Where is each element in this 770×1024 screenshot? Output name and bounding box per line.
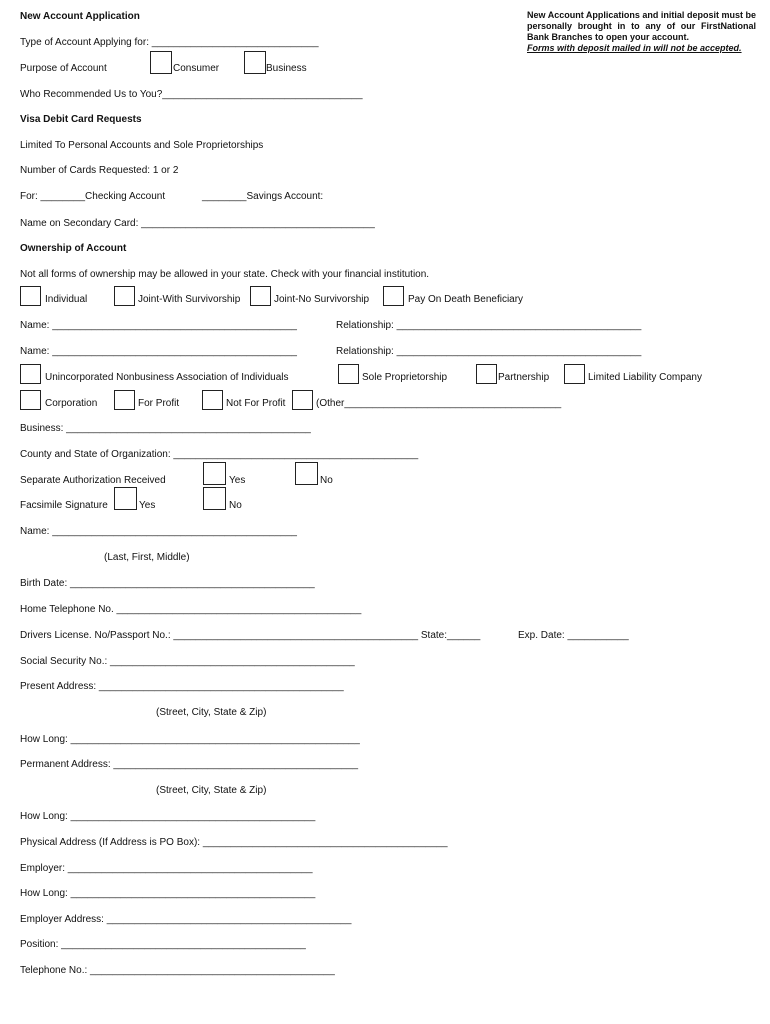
consumer-checkbox[interactable] [150, 51, 172, 74]
notice-block [527, 10, 756, 54]
other-checkbox[interactable] [292, 390, 313, 410]
joint-with-label: Joint-With Survivorship [138, 294, 241, 305]
physical-address-field[interactable]: Physical Address (If Address is PO Box): ____________________________________________ [20, 837, 448, 848]
other-field[interactable]: (Other_______________________________________ [316, 398, 562, 409]
ownership-note: Not all forms of ownership may be allowed in your state. Check with your financial institution. [20, 269, 430, 280]
corporation-checkbox[interactable] [20, 390, 41, 410]
facsimile-yes-label: Yes [139, 500, 156, 511]
name-field-3[interactable]: Name: ____________________________________________ [20, 526, 297, 537]
unincorporated-label: Unincorporated Nonbusiness Association of Individuals [45, 372, 289, 383]
sole-prop-label: Sole Proprietorship [362, 372, 448, 383]
not-for-profit-label: Not For Profit [226, 398, 286, 409]
joint-no-label: Joint-No Survivorship [274, 294, 370, 305]
facsimile-label: Facsimile Signature [20, 500, 108, 511]
ssn-field[interactable]: Social Security No.: ____________________________________________ [20, 656, 355, 667]
sep-auth-no-checkbox[interactable] [295, 462, 318, 485]
business-label: Business [266, 63, 307, 74]
how-long-field-1[interactable]: How Long: ____________________________________________________ [20, 734, 360, 745]
sep-auth-label: Separate Authorization Received [20, 475, 166, 486]
relationship-field-2[interactable]: Relationship: ____________________________________________ [336, 346, 642, 357]
address-hint-2: (Street, City, State & Zip) [156, 785, 267, 796]
name-field-2[interactable]: Name: ____________________________________________ [20, 346, 297, 357]
secondary-card-field[interactable]: Name on Secondary Card: __________________________________________ [20, 218, 375, 229]
type-of-account-field[interactable]: Type of Account Applying for: ______________________________ [20, 37, 319, 48]
num-cards-text: Number of Cards Requested: 1 or 2 [20, 165, 179, 176]
savings-account-field[interactable]: ________Savings Account: [202, 191, 324, 202]
joint-no-checkbox[interactable] [250, 286, 271, 306]
sole-prop-checkbox[interactable] [338, 364, 359, 384]
purpose-label: Purpose of Account [20, 63, 107, 74]
name-field-1[interactable]: Name: ____________________________________________ [20, 320, 297, 331]
facsimile-no-label: No [229, 500, 242, 511]
recommended-field[interactable]: Who Recommended Us to You?____________________________________ [20, 89, 363, 100]
business-field[interactable]: Business: ____________________________________________ [20, 423, 311, 434]
sep-auth-yes-checkbox[interactable] [203, 462, 226, 485]
visa-limited-text: Limited To Personal Accounts and Sole Proprietorships [20, 140, 264, 151]
pod-label: Pay On Death Beneficiary [408, 294, 524, 305]
exp-date-field[interactable]: Exp. Date: ___________ [518, 630, 629, 641]
pod-checkbox[interactable] [383, 286, 404, 306]
checking-account-field[interactable]: For: ________Checking Account [20, 191, 166, 202]
for-profit-label: For Profit [138, 398, 180, 409]
partnership-label: Partnership [498, 372, 550, 383]
name-hint: (Last, First, Middle) [104, 552, 190, 563]
how-long-field-2[interactable]: How Long: ____________________________________________ [20, 811, 316, 822]
employer-address-field[interactable]: Employer Address: ____________________________________________ [20, 914, 352, 925]
llc-checkbox[interactable] [564, 364, 585, 384]
telephone-field[interactable]: Telephone No.: ____________________________________________ [20, 965, 335, 976]
individual-label: Individual [45, 294, 88, 305]
notice-text: New Account Applications and initial deposit must be personally brought in to any of our FirstNational Bank Branches to open your account. [527, 10, 756, 42]
birth-date-field[interactable]: Birth Date: ____________________________________________ [20, 578, 315, 589]
unincorporated-checkbox[interactable] [20, 364, 41, 384]
relationship-field-1[interactable]: Relationship: ____________________________________________ [336, 320, 642, 331]
home-telephone-field[interactable]: Home Telephone No. ____________________________________________ [20, 604, 362, 615]
county-state-field[interactable]: County and State of Organization: ____________________________________________ [20, 449, 419, 460]
joint-with-checkbox[interactable] [114, 286, 135, 306]
facsimile-no-checkbox[interactable] [203, 487, 226, 510]
sep-auth-yes-label: Yes [229, 475, 246, 486]
sep-auth-no-label: No [320, 475, 333, 486]
notice-warning: Forms with deposit mailed in will not be accepted. [527, 43, 742, 53]
ownership-heading: Ownership of Account [20, 243, 127, 254]
facsimile-yes-checkbox[interactable] [114, 487, 137, 510]
visa-heading: Visa Debit Card Requests [20, 114, 142, 125]
business-checkbox[interactable] [244, 51, 266, 74]
individual-checkbox[interactable] [20, 286, 41, 306]
drivers-license-field[interactable]: Drivers License. No/Passport No.: ____________________________________________ State:______ [20, 630, 481, 641]
position-field[interactable]: Position: ____________________________________________ [20, 939, 306, 950]
address-hint-1: (Street, City, State & Zip) [156, 707, 267, 718]
permanent-address-field[interactable]: Permanent Address: ____________________________________________ [20, 759, 359, 770]
corporation-label: Corporation [45, 398, 98, 409]
present-address-field[interactable]: Present Address: ____________________________________________ [20, 681, 344, 692]
for-profit-checkbox[interactable] [114, 390, 135, 410]
partnership-checkbox[interactable] [476, 364, 497, 384]
how-long-field-3[interactable]: How Long: ____________________________________________ [20, 888, 316, 899]
not-for-profit-checkbox[interactable] [202, 390, 223, 410]
employer-field[interactable]: Employer: ____________________________________________ [20, 863, 313, 874]
consumer-label: Consumer [173, 63, 220, 74]
form-title: New Account Application [20, 11, 140, 22]
llc-label: Limited Liability Company [588, 372, 702, 383]
